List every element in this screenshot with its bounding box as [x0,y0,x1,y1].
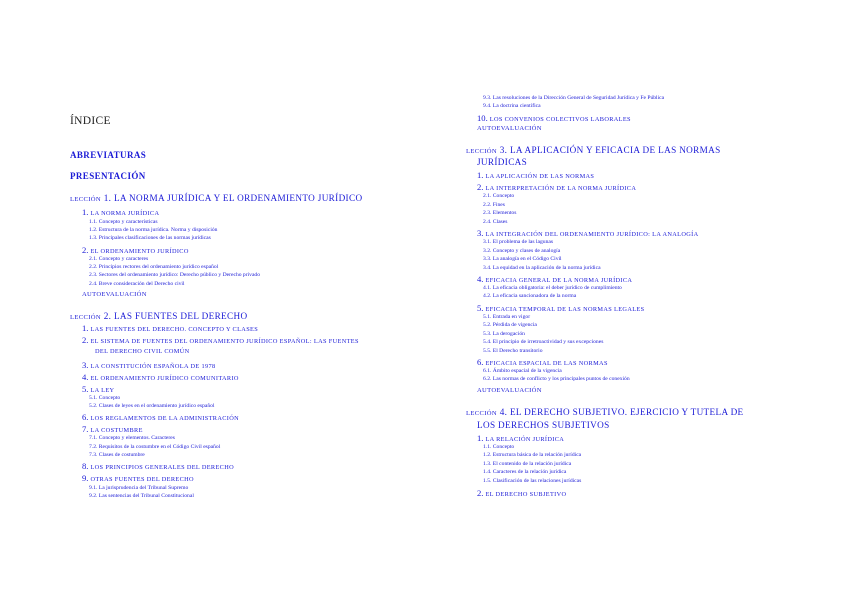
toc-right-column [424,0,848,599]
toc-subitem[interactable]: 6.2. Las normas de conflicto y los principales puntos de conexión [483,376,630,382]
toc-subitem[interactable]: 1.2. Estructura básica de la relación jurídica [483,452,582,458]
toc-subitem[interactable]: 1.2. Estructura de la norma jurídica. Norma y disposición [89,227,218,233]
toc-subitem[interactable]: 3.3. La analogía en el Código Civil [483,256,562,262]
toc-subitem[interactable]: 9.1. La jurisprudencia del Tribunal Supremo [89,485,189,491]
toc-item-3-5[interactable]: 5. EFICACIA TEMPORAL DE LAS NORMAS LEGALES [477,303,645,313]
toc-subitem[interactable]: 5.2. Clases de leyes en el ordenamiento jurídico español [89,403,215,409]
toc-item-2-2[interactable]: 2. EL SISTEMA DE FUENTES DEL ORDENAMIENTO JURÍDICO ESPAÑOL: LAS FUENTES [82,335,359,345]
toc-subitem[interactable]: 5.1. Concepto [89,395,121,401]
toc-item-3-6[interactable]: 6. EFICACIA ESPACIAL DE LAS NORMAS [477,357,608,367]
toc-subitem[interactable]: 4.2. La eficacia sancionadora de la norma [483,293,577,299]
toc-subitem[interactable]: 5.2. Pérdida de vigencia [483,322,537,328]
toc-subitem[interactable]: 2.1. Concepto y caracteres [89,256,149,262]
lesson-label: LECCIÓN [466,148,498,155]
toc-subitem[interactable]: 5.5. El Derecho transitorio [483,348,543,354]
toc-item-2-5[interactable]: 5. LA LEY [82,384,115,394]
lesson-number: 4. [499,407,508,417]
toc-subitem[interactable]: 9.3. Las resoluciones de la Dirección General de Seguridad Jurídica y Fe Pública [483,95,665,101]
page-title: ÍNDICE [70,115,111,127]
lesson-title: LA NORMA JURÍDICA Y EL ORDENAMIENTO JURÍDICO [113,193,363,203]
toc-lesson-3-heading-continued[interactable]: JURÍDICAS [477,157,528,167]
toc-item-3-3[interactable]: 3. LA INTEGRACIÓN DEL ORDENAMIENTO JURÍDICO: LA ANALOGÍA [477,228,699,238]
toc-item-2-7[interactable]: 7. LA COSTUMBRE [82,424,143,434]
lesson-number: 2. [103,311,112,321]
toc-item-2-8[interactable]: 8. LOS PRINCIPIOS GENERALES DEL DERECHO [82,461,235,471]
toc-subitem[interactable]: 1.5. Clasificación de las relaciones jurídicas [483,478,582,484]
toc-subitem[interactable]: 7.3. Clases de costumbre [89,452,145,458]
toc-item-1-1[interactable]: 1. LA NORMA JURÍDICA [82,207,160,217]
toc-subitem[interactable]: 3.2. Concepto y clases de analogía [483,248,561,254]
lesson-number: 1. [103,193,112,203]
toc-subitem[interactable]: 9.4. La doctrina científica [483,103,541,109]
toc-subitem[interactable]: 5.4. El principio de irretroactividad y sus excepciones [483,339,604,345]
toc-item-4-1[interactable]: 1. LA RELACIÓN JURÍDICA [477,433,565,443]
lesson-label: LECCIÓN [466,410,498,417]
toc-link-abreviaturas[interactable]: ABREVIATURAS [70,150,147,160]
toc-item-2-4[interactable]: 4. EL ORDENAMIENTO JURÍDICO COMUNITARIO [82,372,239,382]
toc-item-3-2[interactable]: 2. LA INTERPRETACIÓN DE LA NORMA JURÍDICA [477,182,637,192]
lesson-title: LA APLICACIÓN Y EFICACIA DE LAS NORMAS [509,145,721,155]
lesson-label: LECCIÓN [70,196,102,203]
toc-subitem[interactable]: 1.1. Concepto y características [89,219,158,225]
toc-subitem[interactable]: 3.4. La equidad en la aplicación de la norma jurídica [483,265,601,271]
toc-subitem[interactable]: 7.1. Concepto y elementos. Caracteres [89,435,175,441]
toc-subitem[interactable]: 1.1. Concepto [483,444,515,450]
toc-item-2-9[interactable]: 9. OTRAS FUENTES DEL DERECHO [82,473,194,483]
toc-subitem[interactable]: 2.4. Clases [483,219,508,225]
toc-subitem[interactable]: 4.1. La eficacia obligatoria: el deber jurídico de cumplimiento [483,285,622,291]
toc-item-4-2[interactable]: 2. EL DERECHO SUBJETIVO [477,488,567,498]
toc-lesson-2-heading[interactable] [70,312,247,322]
toc-subitem[interactable]: 2.3. Elementos [483,210,517,216]
toc-link-autoevaluacion[interactable]: AUTOEVALUACIÓN [477,125,542,132]
toc-item-2-2-continued[interactable]: DEL DERECHO CIVIL COMÚN [95,348,190,355]
toc-subitem[interactable]: 1.3. Principales clasificaciones de las normas jurídicas [89,235,211,241]
toc-item-3-4[interactable]: 4. EFICACIA GENERAL DE LA NORMA JURÍDICA [477,274,633,284]
toc-link-autoevaluacion[interactable]: AUTOEVALUACIÓN [82,291,147,298]
toc-subitem[interactable]: 2.3. Sectores del ordenamiento jurídico: Derecho público y Derecho privado [89,272,261,278]
lesson-title: LAS FUENTES DEL DERECHO [113,311,248,321]
toc-link-presentacion[interactable]: PRESENTACIÓN [70,171,146,181]
toc-lesson-4-heading-continued[interactable]: LOS DERECHOS SUBJETIVOS [477,420,610,430]
toc-subitem[interactable]: 3.1. El problema de las lagunas [483,239,554,245]
lesson-label: LECCIÓN [70,314,102,321]
lesson-number: 3. [499,145,508,155]
toc-subitem[interactable]: 7.2. Requisitos de la costumbre en el Código Civil español [89,444,221,450]
toc-item-2-3[interactable]: 3. LA CONSTITUCIÓN ESPAÑOLA DE 1978 [82,360,216,370]
toc-subitem[interactable]: 2.1. Concepto [483,193,515,199]
toc-subitem[interactable]: 5.1. Entrada en vigor [483,314,531,320]
toc-lesson-1-heading[interactable] [70,194,362,204]
toc-subitem[interactable]: 9.2. Las sentencias del Tribunal Constitucional [89,493,194,499]
toc-subitem[interactable]: 6.1. Ámbito espacial de la vigencia [483,368,562,374]
toc-subitem[interactable]: 5.3. La derogación [483,331,525,337]
toc-item-1-2[interactable]: 2. EL ORDENAMIENTO JURÍDICO [82,245,189,255]
toc-subitem[interactable]: 2.2. Principios rectores del ordenamiento jurídico español [89,264,219,270]
toc-item-3-1[interactable]: 1. LA APLICACIÓN DE LAS NORMAS [477,170,595,180]
toc-item-2-6[interactable]: 6. LOS REGLAMENTOS DE LA ADMINISTRACIÓN [82,412,240,422]
toc-subitem[interactable]: 1.3. El contenido de la relación jurídica [483,461,572,467]
toc-link-autoevaluacion[interactable]: AUTOEVALUACIÓN [477,387,542,394]
toc-subitem[interactable]: 2.4. Breve consideración del Derecho civil [89,281,185,287]
toc-subitem[interactable]: 2.2. Fines [483,202,505,208]
toc-subitem[interactable]: 1.4. Caracteres de la relación jurídica [483,469,567,475]
lesson-title: EL DERECHO SUBJETIVO. EJERCICIO Y TUTELA DE [509,407,744,417]
toc-item-2-10[interactable]: 10. LOS CONVENIOS COLECTIVOS LABORALES [477,113,631,123]
toc-item-2-1[interactable]: 1. LAS FUENTES DEL DERECHO. CONCEPTO Y CLASES [82,323,259,333]
toc-lesson-3-heading[interactable] [466,146,721,156]
toc-lesson-4-heading[interactable] [466,408,744,418]
